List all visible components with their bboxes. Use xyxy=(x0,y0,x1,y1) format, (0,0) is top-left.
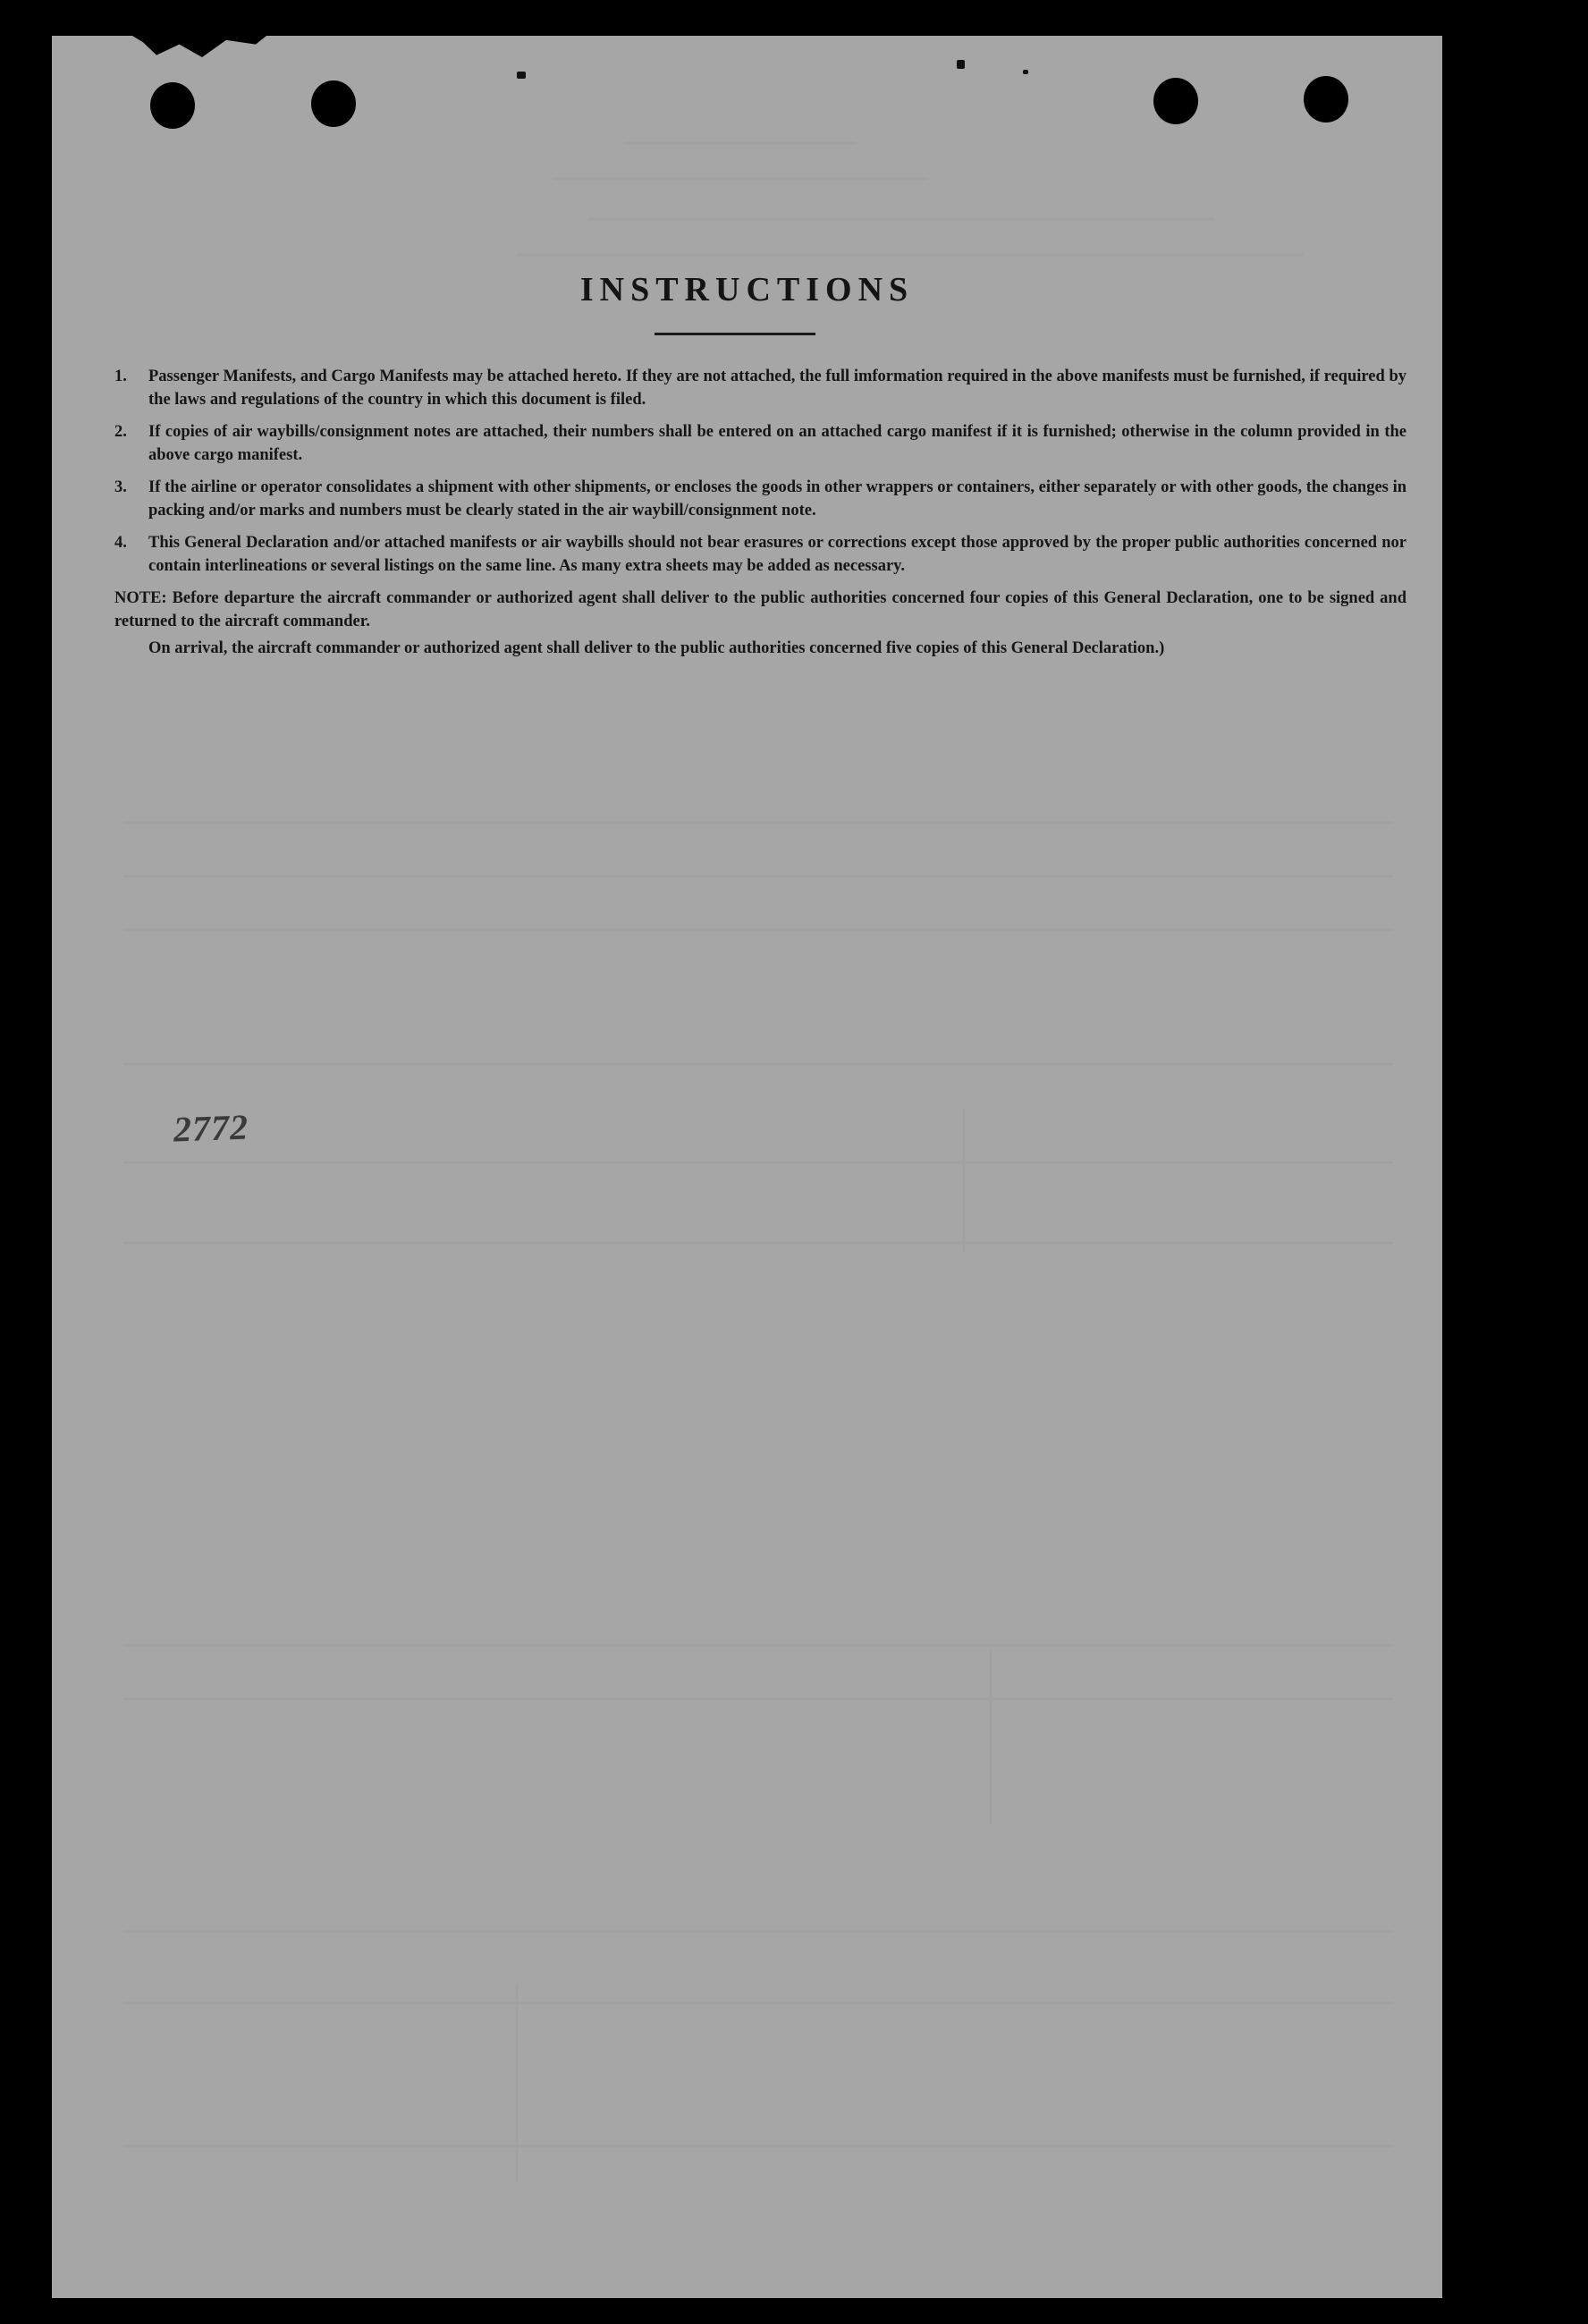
speck-mark xyxy=(1023,70,1028,74)
instruction-item xyxy=(114,365,1406,411)
instruction-item xyxy=(114,420,1406,467)
note-paragraph xyxy=(114,587,1406,633)
page-title: INSTRUCTIONS xyxy=(579,271,915,308)
speck-mark xyxy=(517,72,526,79)
title-underline xyxy=(655,333,815,335)
item-text: Passenger Manifests, and Cargo Manifests may be attached hereto. If they are not attached, the full imformation required in the above manifests must be furnished, if required by the laws and regulations of the country in which this document is filed. xyxy=(148,368,1406,409)
note-text: Before departure the aircraft commander or authorized agent shall deliver to the public authorities concerned four copies of this General Declaration, one to be signed and returned to the aircraft commander. xyxy=(114,589,1407,630)
instruction-item xyxy=(114,531,1406,578)
item-text: This General Declaration and/or attached manifests or air waybills should not bear erasures or corrections except those approved by the proper public authorities concerned nor contain interlineations or several listings on the same line. As many extra sheets may be added as necessary. xyxy=(148,534,1406,575)
note-continuation: On arrival, the aircraft commander or authorized agent shall deliver to the public authorities concerned five copies of this General Declaration.) xyxy=(148,639,1165,657)
instructions-list xyxy=(114,365,1406,660)
item-number: 4. xyxy=(114,534,127,552)
item-number: 1. xyxy=(114,368,127,385)
instruction-item xyxy=(114,476,1406,522)
document-page xyxy=(52,36,1442,2298)
handwritten-number: 2772 xyxy=(173,1106,249,1150)
speck-mark xyxy=(957,60,965,69)
item-number: 2. xyxy=(114,423,127,441)
item-text: If the airline or operator consolidates a shipment with other shipments, or encloses the goods in other wrappers or containers, either separately or with other goods, the changes in packing and/or marks and numbers must be clearly stated in the air waybill/consignment note. xyxy=(148,478,1406,520)
item-number: 3. xyxy=(114,478,127,496)
item-text: If copies of air waybills/consignment notes are attached, their numbers shall be entered on an attached cargo manifest if it is furnished; otherwise in the column provided in the above cargo manifest. xyxy=(148,423,1406,464)
note-label: NOTE: xyxy=(114,589,167,607)
